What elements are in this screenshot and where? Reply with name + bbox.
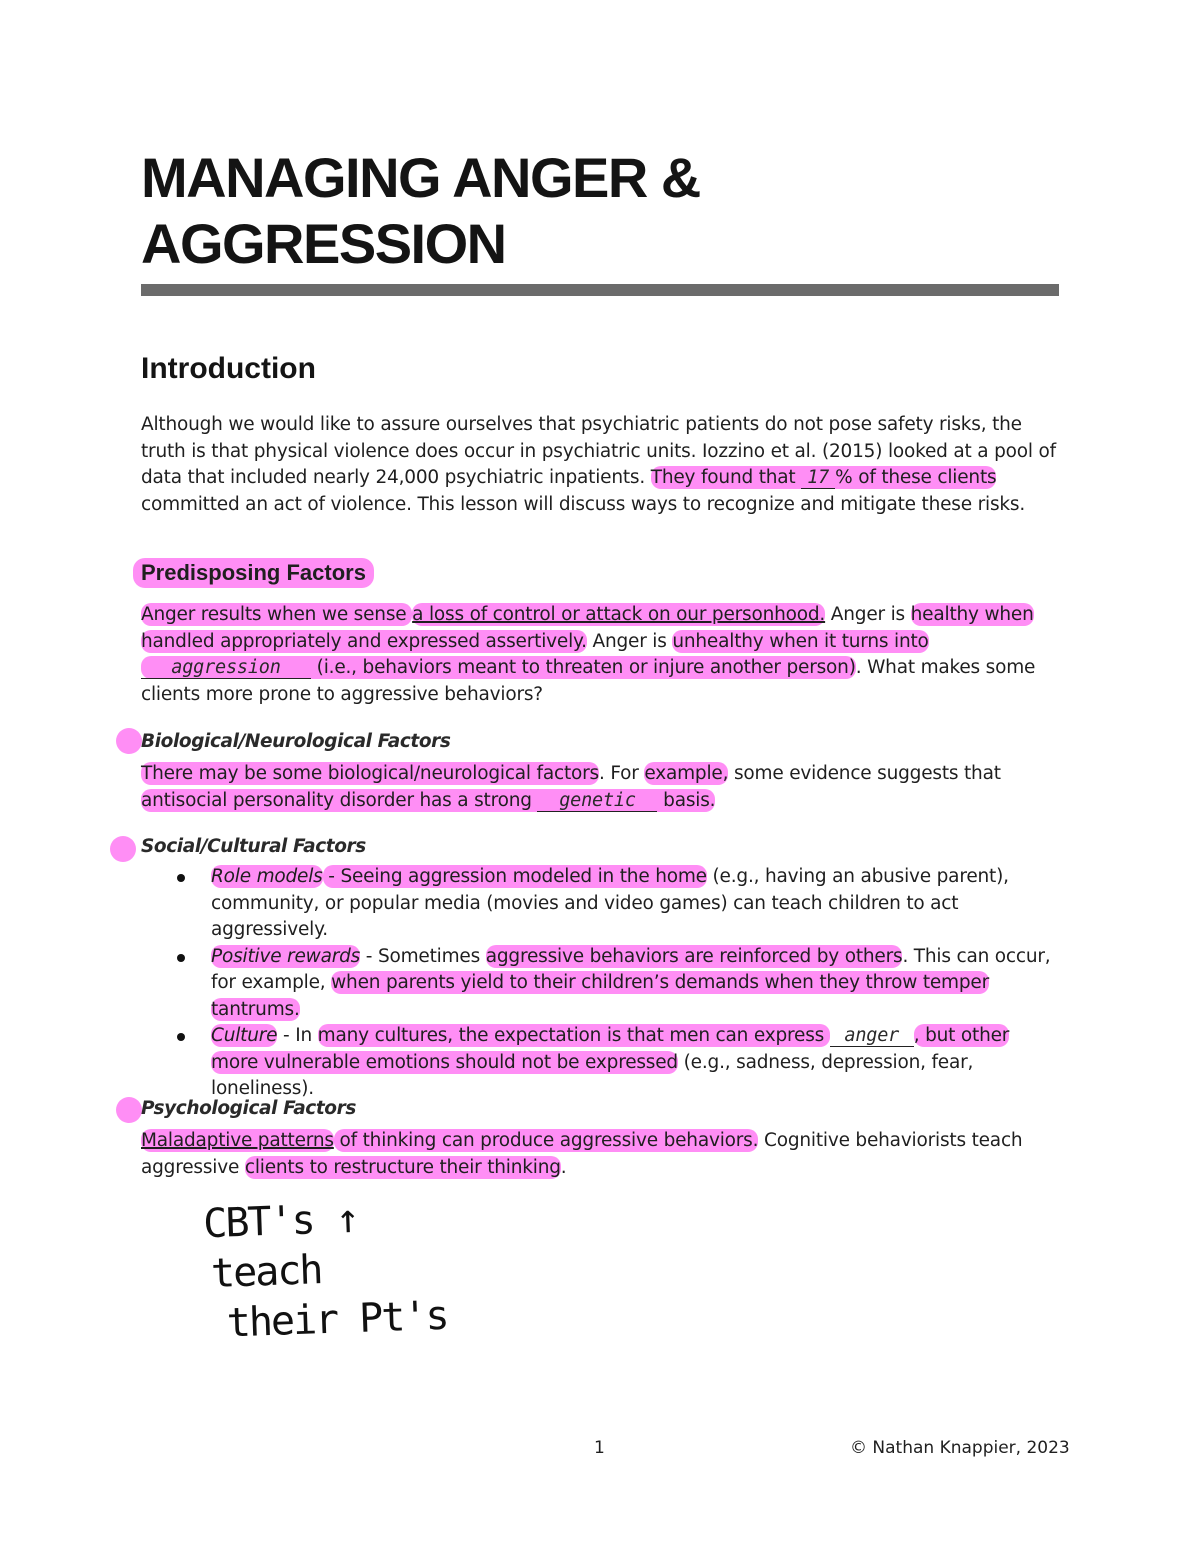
handwritten-note (202, 1191, 448, 1349)
biological-factors-heading: Biological/Neurological Factors (141, 731, 451, 752)
list-item-term: Positive rewards (211, 945, 361, 967)
intro-text-1: Although we would like to assure ourselves that psychiatric patients do not pose safety risks, the truth is that physical violence does occur in psychiatric units. Iozzino et al. (2015) looked at a pool of data that included nearly 24,000 psychiatric inpatients. (141, 414, 1056, 488)
biological-fill-blank: genetic (537, 791, 657, 812)
psychological-factors-heading: Psychological Factors (141, 1098, 356, 1119)
copyright-notice: © Nathan Knappier, 2023 (850, 1438, 1070, 1458)
highlight-dot-marker (116, 1097, 142, 1123)
intro-fill-blank: 17 (801, 468, 835, 489)
biological-text-e: antisocial personality disorder has a strong (141, 789, 538, 811)
list-item-text: many cultures, the expectation is that men can express (317, 1025, 830, 1046)
biological-paragraph (141, 761, 1061, 814)
list-item-term: Culture (211, 1025, 278, 1046)
culture-fill-blank: anger (830, 1026, 914, 1047)
predisposing-text-h: . What makes some clients more prone to aggressive behaviors? (141, 657, 1036, 705)
biological-text-d: some evidence suggests that (728, 763, 1001, 784)
predisposing-text-e: Anger is (586, 630, 673, 652)
social-factors-heading: Social/Cultural Factors (141, 836, 366, 857)
intro-text-2: committed an act of violence. This lesson will discuss ways to recognize and mitigate these risks. (141, 493, 1026, 515)
psychological-text-c: Cognitive behaviorists teach aggressive (141, 1130, 1023, 1178)
predisposing-text-f: unhealthy when it turns into (672, 630, 929, 652)
biological-text-f: basis. (657, 789, 716, 811)
list-item-text: - Sometimes (360, 945, 486, 967)
biological-text-c: example, (644, 763, 729, 784)
list-item-text: - In (277, 1025, 318, 1046)
social-factors-list (141, 864, 1061, 1103)
list-item-text: (e.g., having an abusive parent), community, or popular media (movies and video games) can teach children to act aggressively. (211, 866, 1009, 940)
list-item (141, 1023, 1061, 1103)
psychological-text-e: . (560, 1156, 567, 1178)
intro-highlight-1 (651, 466, 997, 489)
list-item-text: (e.g., sadness, depression, fear, loneliness). (211, 1051, 974, 1099)
intro-highlight-text-1: They found that (650, 467, 802, 488)
predisposing-text-c: Anger is (825, 604, 911, 625)
predisposing-fill-blank: aggression (141, 658, 311, 679)
biological-text-b: . For (599, 763, 645, 784)
introduction-paragraph (141, 412, 1061, 518)
page-number: 1 (594, 1438, 605, 1458)
handwritten-note-line: their Pt's (226, 1292, 449, 1347)
intro-highlight-text-2: % of these clients (835, 467, 997, 488)
handwritten-note-line: CBT's ↑ (202, 1195, 359, 1248)
page-title: MANAGING ANGER & AGGRESSION (141, 146, 700, 275)
list-item-text: when parents yield to their children’s demands when they throw temper tantrums. (211, 972, 990, 1020)
list-item-text: - Seeing aggression modeled in the home (322, 866, 707, 887)
predisposing-text-a: Anger results when we sense (141, 604, 413, 625)
biological-text-a: There may be some biological/neurological factors (141, 763, 599, 784)
list-item-term: Role models (211, 866, 323, 887)
handwritten-note-line: teach (210, 1247, 323, 1297)
predisposing-factors-heading: Predisposing Factors (133, 558, 374, 588)
predisposing-paragraph (141, 602, 1061, 708)
list-item-text: , but other more vulnerable emotions should not be expressed (211, 1025, 1010, 1073)
highlight-dot-marker (116, 728, 142, 754)
introduction-heading: Introduction (141, 352, 316, 385)
predisposing-text-d: healthy when handled appropriately and expressed assertively. (141, 604, 1034, 652)
highlight-dot-marker (110, 836, 136, 862)
list-item-text: . This can occur, for example, (211, 945, 1051, 993)
list-item (141, 864, 1061, 944)
psychological-text-d: clients to restructure their thinking (244, 1156, 561, 1178)
psychological-paragraph (141, 1128, 1061, 1181)
title-divider (141, 284, 1059, 296)
psychological-text-b: of thinking can produce aggressive behaviors. (333, 1130, 759, 1151)
predisposing-text-g: (i.e., behaviors meant to threaten or injure another person) (311, 657, 856, 678)
list-item (141, 944, 1061, 1024)
psychological-text-a: Maladaptive patterns (141, 1130, 334, 1151)
predisposing-text-b: a loss of control or attack on our personhood. (412, 604, 826, 625)
list-item-text: aggressive behaviors are reinforced by others (485, 945, 903, 967)
